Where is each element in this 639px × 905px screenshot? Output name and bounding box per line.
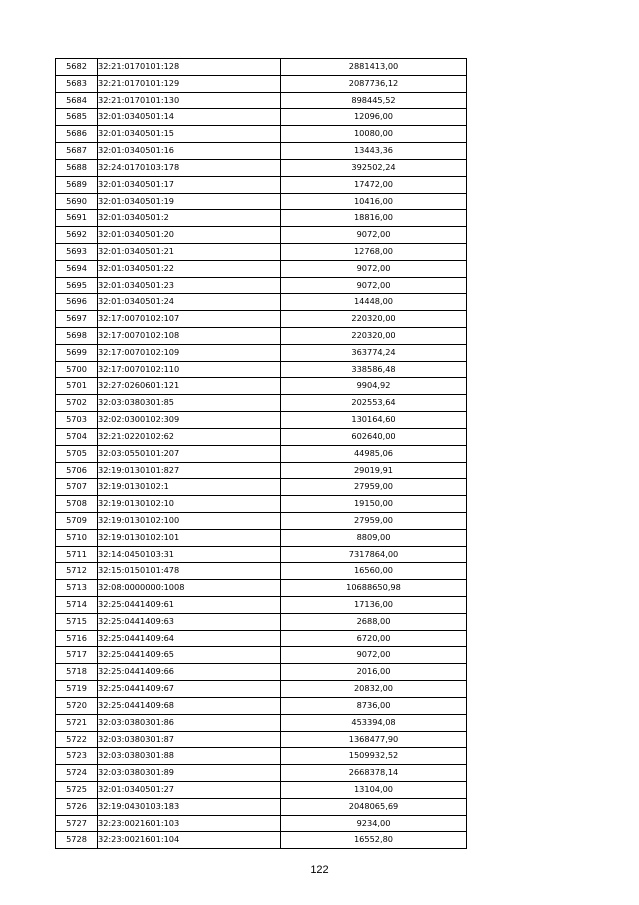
table-row	[56, 193, 467, 210]
cadastral-value-cell: 27959,00	[281, 479, 467, 496]
cadastral-number-cell: 32:14:0450103:31	[98, 546, 281, 563]
row-number-cell: 5709	[56, 512, 98, 529]
cadastral-value-cell: 17472,00	[281, 176, 467, 193]
cadastral-number-cell: 32:01:0340501:2	[98, 210, 281, 227]
cadastral-number-cell: 32:21:0220102:62	[98, 428, 281, 445]
cadastral-value-cell: 16560,00	[281, 563, 467, 580]
table-row	[56, 765, 467, 782]
row-number-cell: 5685	[56, 109, 98, 126]
cadastral-value-cell: 2087736,12	[281, 75, 467, 92]
table-row	[56, 815, 467, 832]
table-row	[56, 210, 467, 227]
table-row	[56, 597, 467, 614]
table-row	[56, 748, 467, 765]
cadastral-number-cell: 32:19:0130102:101	[98, 529, 281, 546]
cadastral-value-cell: 17136,00	[281, 597, 467, 614]
cadastral-value-cell: 27959,00	[281, 512, 467, 529]
row-number-cell: 5695	[56, 277, 98, 294]
row-number-cell: 5710	[56, 529, 98, 546]
row-number-cell: 5693	[56, 243, 98, 260]
cadastral-value-cell: 9904,92	[281, 378, 467, 395]
cadastral-value-cell: 202553,64	[281, 395, 467, 412]
cadastral-number-cell: 32:01:0340501:16	[98, 143, 281, 160]
cadastral-value-cell: 2668378,14	[281, 765, 467, 782]
row-number-cell: 5719	[56, 681, 98, 698]
cadastral-value-cell: 220320,00	[281, 311, 467, 328]
table-row	[56, 731, 467, 748]
row-number-cell: 5689	[56, 176, 98, 193]
page-number: 122	[310, 864, 329, 876]
table-row	[56, 378, 467, 395]
cadastral-value-cell: 16552,80	[281, 832, 467, 849]
cadastral-number-cell: 32:03:0380301:87	[98, 731, 281, 748]
table-row	[56, 832, 467, 849]
table-row	[56, 92, 467, 109]
cadastral-number-cell: 32:23:0021601:103	[98, 815, 281, 832]
row-number-cell: 5726	[56, 798, 98, 815]
table-row	[56, 664, 467, 681]
cadastral-value-cell: 20832,00	[281, 681, 467, 698]
table-row	[56, 243, 467, 260]
cadastral-number-cell: 32:21:0170101:130	[98, 92, 281, 109]
row-number-cell: 5690	[56, 193, 98, 210]
row-number-cell: 5706	[56, 462, 98, 479]
table-row	[56, 294, 467, 311]
table-row	[56, 75, 467, 92]
cadastral-number-cell: 32:17:0070102:110	[98, 361, 281, 378]
row-number-cell: 5716	[56, 630, 98, 647]
cadastral-value-cell: 453394,08	[281, 714, 467, 731]
cadastral-value-cell: 220320,00	[281, 328, 467, 345]
cadastral-value-cell: 392502,24	[281, 159, 467, 176]
row-number-cell: 5687	[56, 143, 98, 160]
cadastral-value-cell: 602640,00	[281, 428, 467, 445]
table-row	[56, 580, 467, 597]
table-row	[56, 496, 467, 513]
cadastral-number-cell: 32:03:0380301:89	[98, 765, 281, 782]
cadastral-number-cell: 32:03:0380301:86	[98, 714, 281, 731]
cadastral-value-cell: 14448,00	[281, 294, 467, 311]
table-row	[56, 126, 467, 143]
cadastral-value-cell: 10416,00	[281, 193, 467, 210]
row-number-cell: 5720	[56, 697, 98, 714]
cadastral-value-cell: 18816,00	[281, 210, 467, 227]
cadastral-value-cell: 29019,91	[281, 462, 467, 479]
table-row	[56, 227, 467, 244]
row-number-cell: 5704	[56, 428, 98, 445]
cadastral-value-cell: 338586,48	[281, 361, 467, 378]
cadastral-number-cell: 32:17:0070102:107	[98, 311, 281, 328]
cadastral-number-cell: 32:25:0441409:63	[98, 613, 281, 630]
cadastral-number-cell: 32:01:0340501:27	[98, 781, 281, 798]
cadastral-number-cell: 32:21:0170101:129	[98, 75, 281, 92]
cadastral-number-cell: 32:17:0070102:109	[98, 344, 281, 361]
row-number-cell: 5688	[56, 159, 98, 176]
cadastral-value-cell: 19150,00	[281, 496, 467, 513]
table-row	[56, 311, 467, 328]
cadastral-value-cell: 9072,00	[281, 260, 467, 277]
table-row	[56, 697, 467, 714]
cadastral-value-cell: 44985,06	[281, 445, 467, 462]
table-body	[56, 59, 467, 849]
cadastral-value-cell: 9072,00	[281, 227, 467, 244]
table-row	[56, 159, 467, 176]
row-number-cell: 5686	[56, 126, 98, 143]
cadastral-value-cell: 6720,00	[281, 630, 467, 647]
table-row	[56, 781, 467, 798]
row-number-cell: 5725	[56, 781, 98, 798]
cadastral-value-cell: 2016,00	[281, 664, 467, 681]
cadastral-number-cell: 32:19:0130102:100	[98, 512, 281, 529]
cadastral-number-cell: 32:21:0170101:128	[98, 59, 281, 76]
row-number-cell: 5707	[56, 479, 98, 496]
cadastral-number-cell: 32:25:0441409:65	[98, 647, 281, 664]
cadastral-value-cell: 12096,00	[281, 109, 467, 126]
cadastral-number-cell: 32:27:0260601:121	[98, 378, 281, 395]
cadastral-number-cell: 32:01:0340501:21	[98, 243, 281, 260]
cadastral-value-cell: 8736,00	[281, 697, 467, 714]
row-number-cell: 5702	[56, 395, 98, 412]
cadastral-value-cell: 2881413,00	[281, 59, 467, 76]
table-row	[56, 59, 467, 76]
table-row	[56, 613, 467, 630]
cadastral-number-cell: 32:01:0340501:20	[98, 227, 281, 244]
row-number-cell: 5714	[56, 597, 98, 614]
row-number-cell: 5722	[56, 731, 98, 748]
cadastral-number-cell: 32:01:0340501:17	[98, 176, 281, 193]
row-number-cell: 5723	[56, 748, 98, 765]
cadastral-number-cell: 32:03:0380301:88	[98, 748, 281, 765]
cadastral-value-cell: 10080,00	[281, 126, 467, 143]
cadastral-value-cell: 7317864,00	[281, 546, 467, 563]
cadastral-value-cell: 898445,52	[281, 92, 467, 109]
cadastral-value-cell: 10688650,98	[281, 580, 467, 597]
table-row	[56, 344, 467, 361]
cadastral-number-cell: 32:25:0441409:68	[98, 697, 281, 714]
table-row	[56, 412, 467, 429]
row-number-cell: 5698	[56, 328, 98, 345]
cadastral-number-cell: 32:19:0130101:827	[98, 462, 281, 479]
table-row	[56, 546, 467, 563]
row-number-cell: 5683	[56, 75, 98, 92]
row-number-cell: 5727	[56, 815, 98, 832]
table-row	[56, 176, 467, 193]
table-row	[56, 798, 467, 815]
cadastral-number-cell: 32:03:0380301:85	[98, 395, 281, 412]
cadastral-value-cell: 9072,00	[281, 277, 467, 294]
cadastral-value-cell: 13104,00	[281, 781, 467, 798]
cadastral-number-cell: 32:19:0430103:183	[98, 798, 281, 815]
cadastral-value-cell: 2688,00	[281, 613, 467, 630]
table-row	[56, 529, 467, 546]
cadastral-number-cell: 32:01:0340501:14	[98, 109, 281, 126]
cadastral-number-cell: 32:01:0340501:15	[98, 126, 281, 143]
row-number-cell: 5715	[56, 613, 98, 630]
cadastral-number-cell: 32:03:0550101:207	[98, 445, 281, 462]
cadastral-value-cell: 12768,00	[281, 243, 467, 260]
row-number-cell: 5697	[56, 311, 98, 328]
row-number-cell: 5701	[56, 378, 98, 395]
table-row	[56, 462, 467, 479]
row-number-cell: 5694	[56, 260, 98, 277]
cadastral-number-cell: 32:01:0340501:24	[98, 294, 281, 311]
row-number-cell: 5712	[56, 563, 98, 580]
row-number-cell: 5724	[56, 765, 98, 782]
row-number-cell: 5717	[56, 647, 98, 664]
table-row	[56, 395, 467, 412]
row-number-cell: 5718	[56, 664, 98, 681]
cadastral-value-cell: 130164,60	[281, 412, 467, 429]
row-number-cell: 5721	[56, 714, 98, 731]
cadastral-value-cell: 9234,00	[281, 815, 467, 832]
table-row	[56, 714, 467, 731]
cadastral-number-cell: 32:08:0000000:1008	[98, 580, 281, 597]
cadastral-number-cell: 32:25:0441409:66	[98, 664, 281, 681]
cadastral-number-cell: 32:23:0021601:104	[98, 832, 281, 849]
table-row	[56, 479, 467, 496]
table-row	[56, 277, 467, 294]
cadastral-number-cell: 32:17:0070102:108	[98, 328, 281, 345]
cadastral-value-cell: 2048065,69	[281, 798, 467, 815]
cadastral-number-cell: 32:25:0441409:67	[98, 681, 281, 698]
row-number-cell: 5696	[56, 294, 98, 311]
table-row	[56, 328, 467, 345]
row-number-cell: 5700	[56, 361, 98, 378]
cadastral-value-cell: 8809,00	[281, 529, 467, 546]
table-row	[56, 563, 467, 580]
cadastral-number-cell: 32:25:0441409:64	[98, 630, 281, 647]
row-number-cell: 5708	[56, 496, 98, 513]
cadastral-value-cell: 363774,24	[281, 344, 467, 361]
row-number-cell: 5728	[56, 832, 98, 849]
table-row	[56, 512, 467, 529]
row-number-cell: 5699	[56, 344, 98, 361]
cadastral-number-cell: 32:24:0170103:178	[98, 159, 281, 176]
table-row	[56, 445, 467, 462]
row-number-cell: 5691	[56, 210, 98, 227]
table-row	[56, 428, 467, 445]
table-row	[56, 109, 467, 126]
cadastral-value-cell: 1509932,52	[281, 748, 467, 765]
row-number-cell: 5692	[56, 227, 98, 244]
table-row	[56, 681, 467, 698]
cadastral-number-cell: 32:02:0300102:309	[98, 412, 281, 429]
cadastral-number-cell: 32:01:0340501:23	[98, 277, 281, 294]
row-number-cell: 5703	[56, 412, 98, 429]
row-number-cell: 5705	[56, 445, 98, 462]
table-row	[56, 260, 467, 277]
cadastral-number-cell: 32:01:0340501:19	[98, 193, 281, 210]
table-row	[56, 143, 467, 160]
cadastral-number-cell: 32:25:0441409:61	[98, 597, 281, 614]
table-row	[56, 361, 467, 378]
cadastral-number-cell: 32:15:0150101:478	[98, 563, 281, 580]
cadastral-number-cell: 32:19:0130102:10	[98, 496, 281, 513]
row-number-cell: 5682	[56, 59, 98, 76]
cadastral-number-cell: 32:01:0340501:22	[98, 260, 281, 277]
cadastral-value-cell: 1368477,90	[281, 731, 467, 748]
row-number-cell: 5713	[56, 580, 98, 597]
cadastral-number-cell: 32:19:0130102:1	[98, 479, 281, 496]
cadastral-value-table	[55, 58, 467, 849]
row-number-cell: 5711	[56, 546, 98, 563]
cadastral-value-cell: 9072,00	[281, 647, 467, 664]
table-row	[56, 630, 467, 647]
cadastral-value-cell: 13443,36	[281, 143, 467, 160]
table-row	[56, 647, 467, 664]
row-number-cell: 5684	[56, 92, 98, 109]
